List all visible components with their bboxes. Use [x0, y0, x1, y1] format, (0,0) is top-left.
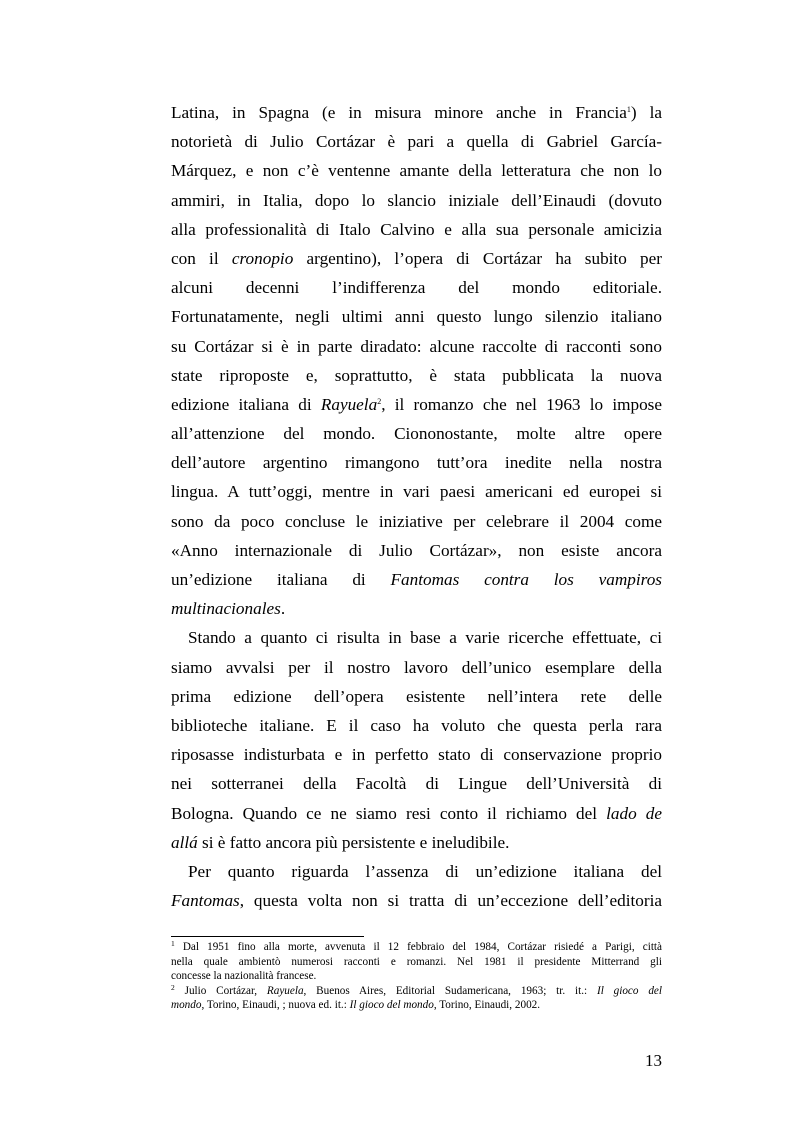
text-run: sono da poco concluse le iniziative per celebrare il 2004 come	[171, 511, 662, 531]
body-line	[171, 740, 662, 769]
text-run: , Torino, Einaudi, 2002.	[433, 999, 541, 1012]
body-line	[171, 448, 662, 477]
text-run: nella quale ambientò numerosi racconti e romanzi. Nel 1981 il presidente Mitterrand gli	[171, 955, 662, 968]
text-run: lado de	[606, 803, 662, 823]
text-run: , il romanzo che nel 1963 lo impose	[381, 394, 662, 414]
body-line	[171, 419, 662, 448]
body-line	[171, 507, 662, 536]
footnote-marker: 1	[171, 939, 175, 948]
text-run: Stando a quanto ci risulta in base a varie ricerche effettuate, ci	[188, 628, 662, 648]
body-line	[171, 244, 662, 273]
body-line	[171, 536, 662, 565]
text-run: Dal 1951 fino alla morte, avvenuta il 12 febbraio del 1984, Cortázar risiedé a Parigi, città	[174, 941, 662, 953]
body-line	[171, 594, 662, 623]
body-line	[171, 98, 662, 127]
text-run: alla professionalità di Italo Calvino e alla sua personale amicizia	[171, 219, 662, 239]
text-run: dell’autore argentino rimangono tutt’ora inedite nella nostra	[171, 453, 662, 473]
footnote-line	[171, 969, 662, 984]
footnote-separator	[171, 936, 364, 937]
text-run: «Anno internazionale di Julio Cortázar», non esiste ancora	[171, 540, 662, 560]
body-line	[171, 857, 662, 886]
text-run: Fortunatamente, negli ultimi anni questo lungo silenzio italiano	[171, 307, 662, 327]
text-run: Fantomas	[171, 891, 240, 911]
text-run: Márquez, e non c’è ventenne amante della letteratura che non lo	[171, 161, 662, 181]
text-run: siamo avvalsi per il nostro lavoro dell’unico esemplare della	[171, 657, 662, 677]
body-text	[171, 98, 662, 915]
text-run: Rayuela	[320, 394, 378, 414]
body-line	[171, 156, 662, 185]
body-line	[171, 390, 662, 419]
body-line	[171, 332, 662, 361]
body-line	[171, 215, 662, 244]
body-line	[171, 186, 662, 215]
footnote-line	[171, 998, 662, 1013]
body-line	[171, 127, 662, 156]
text-run: Rayuela	[266, 984, 304, 997]
text-run: biblioteche italiane. E il caso ha voluto che questa perla rara	[171, 715, 662, 735]
text-run: allá	[171, 832, 198, 852]
text-run: Julio Cortázar,	[174, 984, 267, 997]
text-run: riposasse indisturbata e in perfetto stato di conservazione proprio	[171, 745, 662, 765]
text-run: Per quanto riguarda l’assenza di un’edizione italiana del	[188, 861, 662, 881]
text-run: si è fatto ancora più persistente e ineludibile.	[197, 832, 510, 852]
text-run: all’attenzione del mondo. Ciononostante, molte altre opere	[171, 424, 662, 444]
text-run: edizione italiana di	[171, 394, 321, 414]
text-run: concesse la nazionalità francese.	[171, 970, 317, 983]
body-line	[171, 711, 662, 740]
footnote-marker: 2	[377, 396, 382, 406]
text-run: Bologna. Quando ce ne siamo resi conto il richiamo del	[171, 803, 607, 823]
body-line	[171, 828, 662, 857]
text-run: Fantomas contra los vampiros	[390, 570, 662, 589]
text-run: state riproposte e, soprattutto, è stata pubblicata la nuova	[171, 365, 662, 385]
text-run: .	[280, 599, 286, 619]
text-run: argentino), l’opera di Cortázar ha subito per	[293, 248, 662, 268]
text-run: Latina, in Spagna (e in misura minore anche in Francia	[171, 103, 627, 122]
text-run: con il	[171, 248, 232, 268]
body-line	[171, 799, 662, 828]
text-run: Il gioco del	[596, 984, 663, 997]
text-run: mondo	[171, 999, 202, 1012]
text-run: alcuni decenni l’indifferenza del mondo editoriale.	[171, 278, 662, 298]
text-run: lingua. A tutt’oggi, mentre in vari paesi americani ed europei si	[171, 482, 662, 502]
body-line	[171, 565, 662, 594]
body-line	[171, 361, 662, 390]
footnote-line	[171, 984, 662, 999]
text-run: ammiri, in Italia, dopo lo slancio iniziale dell’Einaudi (dovuto	[171, 190, 662, 210]
text-run: nei sotterranei della Facoltà di Lingue dell’Università di	[171, 774, 662, 794]
body-line	[171, 886, 662, 915]
text-run: , Torino, Einaudi, ; nuova ed. it.:	[201, 999, 350, 1012]
text-run: cronopio	[231, 248, 294, 268]
body-line	[171, 623, 662, 652]
body-line	[171, 302, 662, 331]
text-run: ) la	[630, 103, 662, 122]
text-run: , Buenos Aires, Editorial Sudamericana, 1963; tr. it.:	[303, 984, 597, 997]
footnotes	[171, 940, 662, 1013]
body-line	[171, 653, 662, 682]
body-line	[171, 477, 662, 506]
footnote-line	[171, 955, 662, 970]
text-run: multinacionales	[171, 599, 281, 619]
text-run: notorietà di Julio Cortázar è pari a quella di Gabriel García-	[171, 132, 662, 152]
body-line	[171, 682, 662, 711]
text-run: su Cortázar si è in parte diradato: alcune raccolte di racconti sono	[171, 336, 662, 356]
text-run: , questa volta non si tratta di un’eccezione dell’editoria	[239, 891, 662, 911]
footnote-marker: 2	[171, 982, 175, 992]
footnote-line	[171, 940, 662, 955]
footnote-marker: 1	[626, 105, 631, 114]
text-run: un’edizione italiana di	[171, 570, 391, 589]
page-number: 13	[645, 1051, 662, 1070]
text-run: prima edizione dell’opera esistente nell’intera rete delle	[171, 686, 662, 706]
text-run: Il gioco del mondo	[349, 999, 434, 1012]
body-line	[171, 273, 662, 302]
body-line	[171, 769, 662, 798]
